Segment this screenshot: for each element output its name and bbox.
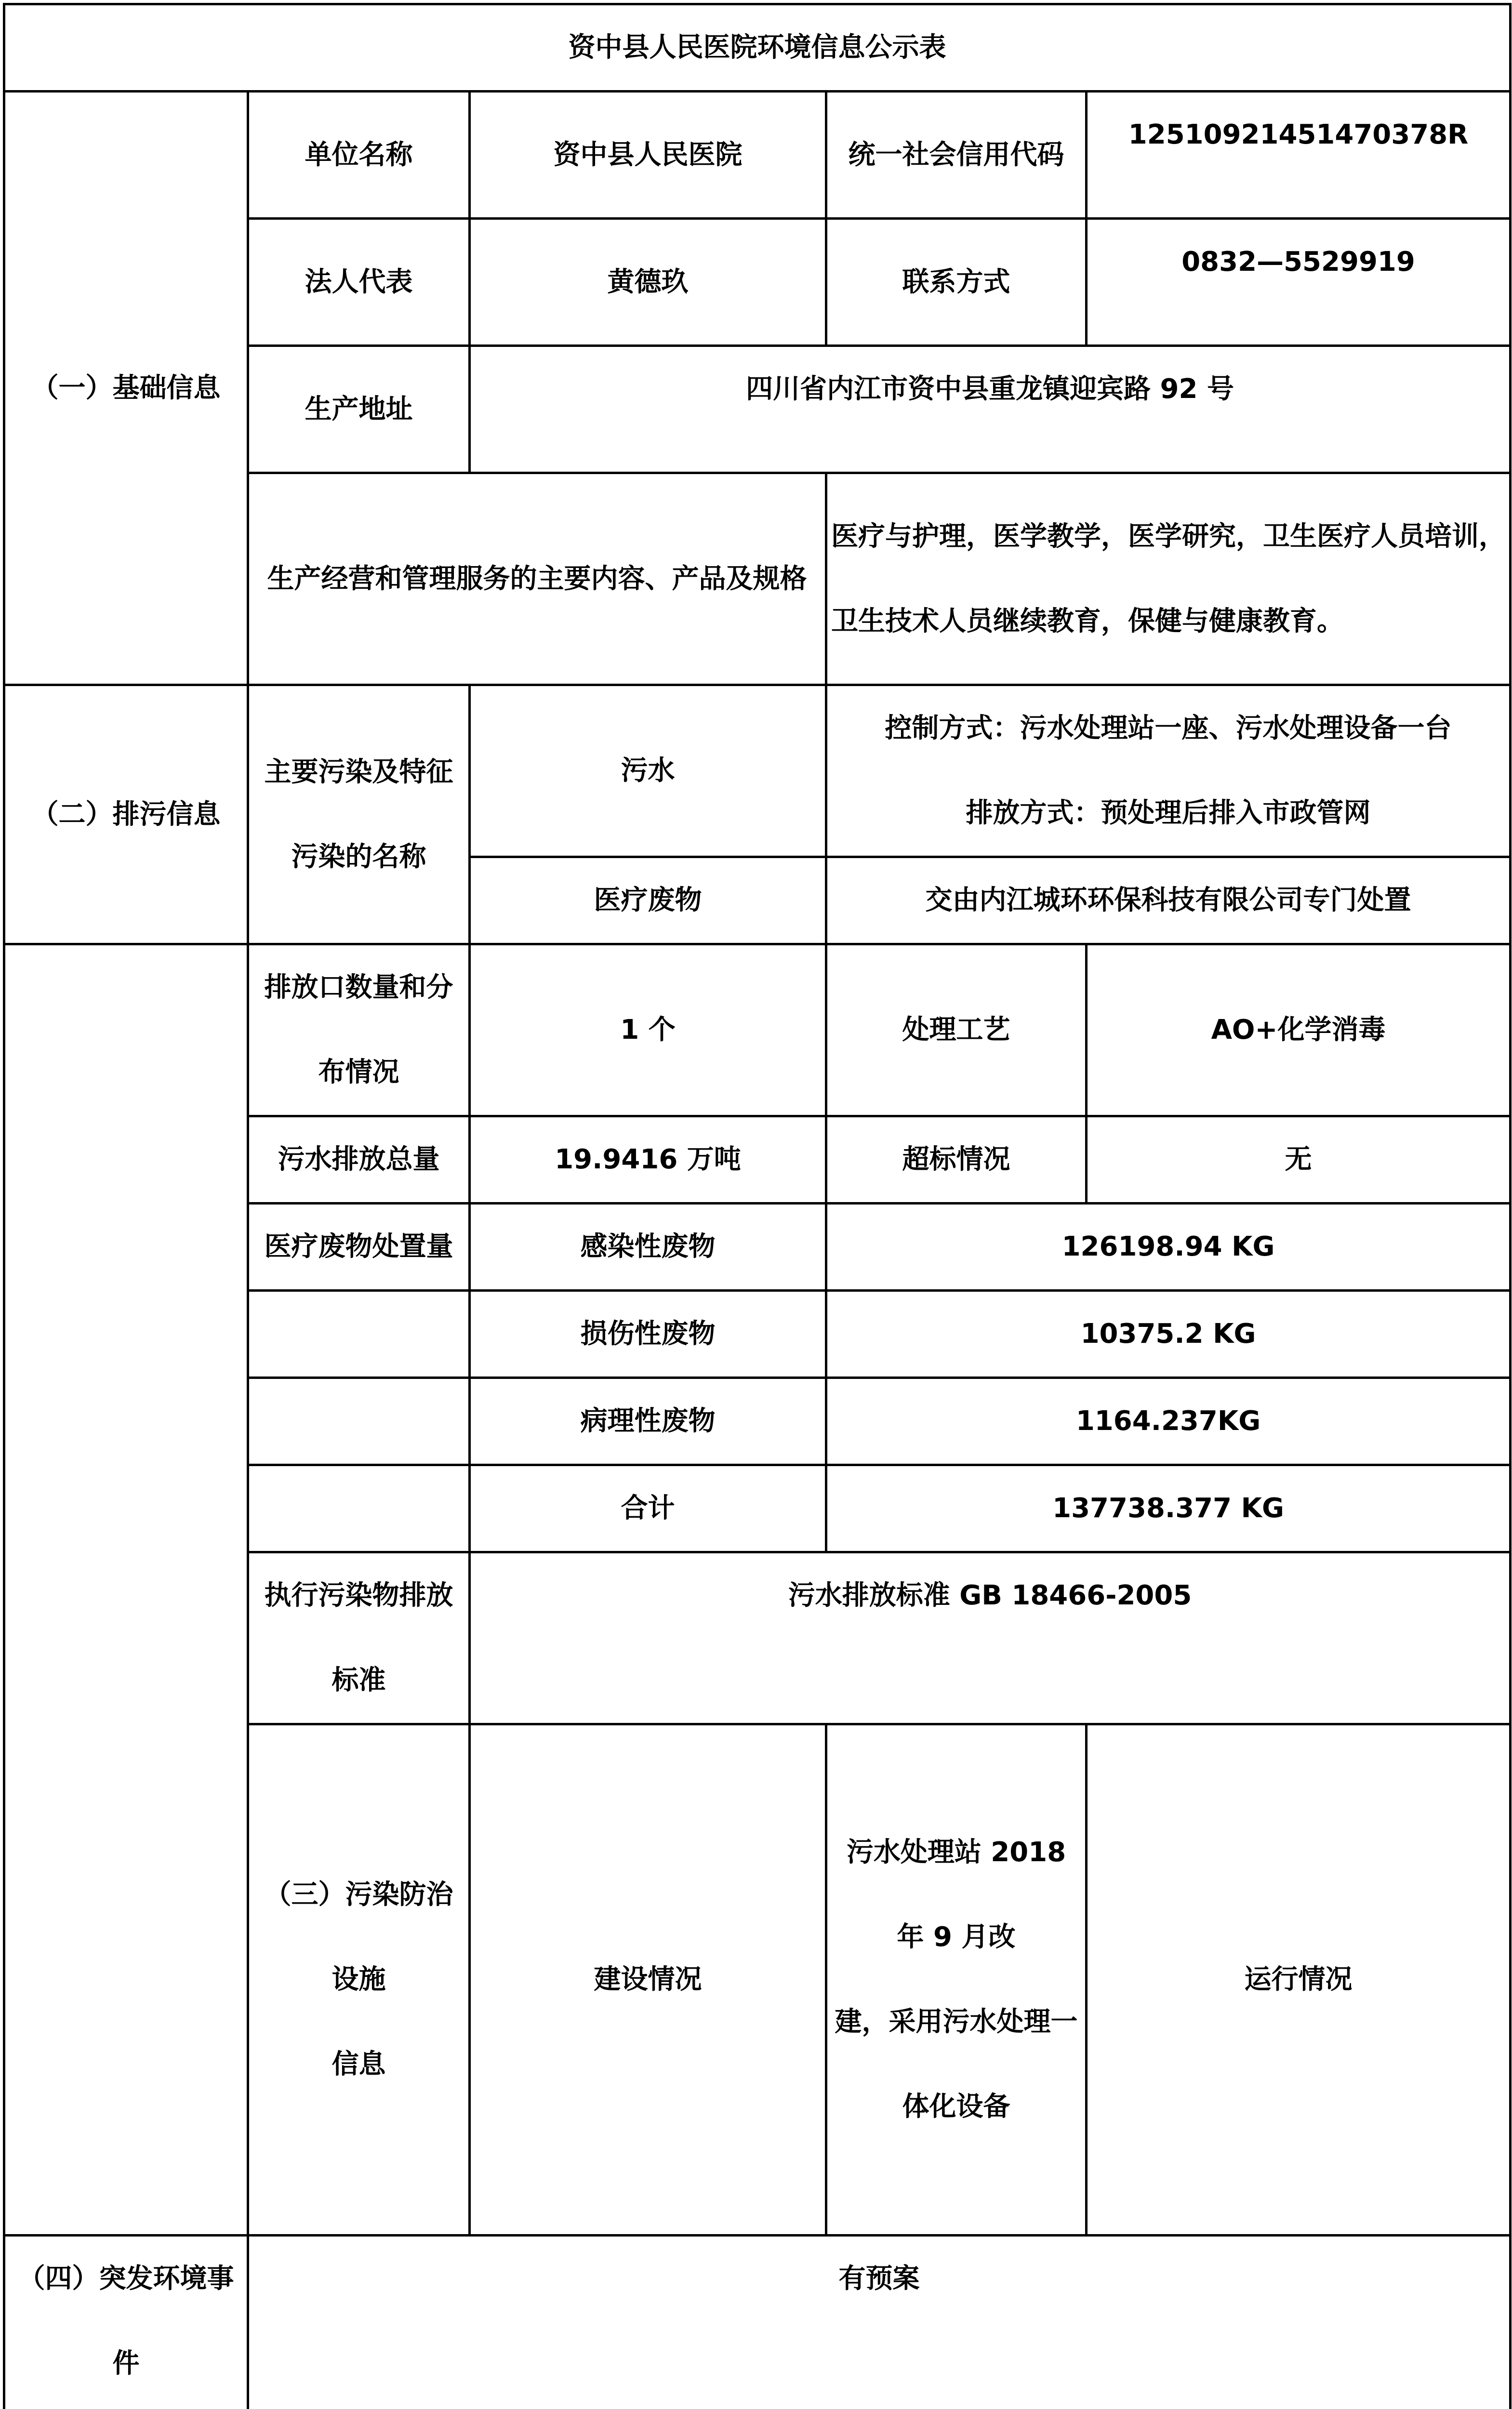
sewage-control: 控制方式：污水处理站一座、污水处理设备一台 — [830, 686, 1506, 771]
build-label: 建设情况 — [470, 1724, 826, 2236]
waste-sum-label: 合计 — [470, 1465, 826, 1552]
business-value — [826, 473, 1511, 685]
pollutant-name-label — [248, 685, 470, 944]
blank-cell — [248, 1378, 470, 1465]
blank-cell — [248, 1465, 470, 1552]
emergency-plan-value: 有预案 — [248, 2236, 1511, 2409]
injurious-waste-label: 损伤性废物 — [470, 1291, 826, 1378]
total-sewage-value: 19.9416 万吨 — [470, 1116, 826, 1204]
credit-code-value: 12510921451470378R — [1087, 92, 1511, 219]
standard-label — [248, 1552, 470, 1724]
medical-waste-amount-label: 医疗废物处置量 — [248, 1204, 470, 1291]
facility-section-line-1: （三）污染防治设施 — [252, 1853, 465, 2022]
emergency-section-line-1: （四）突发环境事件 — [8, 2237, 244, 2406]
exceed-value: 无 — [1087, 1116, 1511, 1204]
outlet-label — [248, 944, 470, 1116]
medical-waste-label: 医疗废物 — [470, 857, 826, 944]
injurious-waste-value: 10375.2 KG — [826, 1291, 1511, 1378]
table-title: 资中县人民医院环境信息公示表 — [4, 4, 1511, 92]
business-line-2: 卫生技术人员继续教育，保健与健康教育。 — [831, 579, 1506, 664]
sewage-label: 污水 — [470, 685, 826, 857]
section-basic-info: （一）基础信息 — [4, 92, 248, 685]
exceed-label: 超标情况 — [826, 1116, 1087, 1204]
standard-label-line-2: 标准 — [252, 1638, 465, 1723]
emergency-section-line-2 — [8, 2406, 244, 2409]
sewage-discharge: 排放方式：预处理后排入市政管网 — [830, 771, 1506, 856]
infectious-waste-label: 感染性废物 — [470, 1204, 826, 1291]
build-line-1: 污水处理站 2018 年 9 月改 — [830, 1810, 1082, 1980]
outlet-label-line-1: 排放口数量和分 — [252, 945, 465, 1030]
contact-label: 联系方式 — [826, 219, 1087, 346]
pathological-waste-value: 1164.237KG — [826, 1378, 1511, 1465]
blank-cell — [248, 1291, 470, 1378]
pollutant-label-line-1: 主要污染及特征 — [252, 730, 465, 815]
run-label: 运行情况 — [1087, 1724, 1511, 2236]
section-facility-info — [248, 1724, 470, 2236]
business-line-1: 医疗与护理，医学教学，医学研究，卫生医疗人员培训， — [831, 494, 1506, 579]
medical-waste-handling: 交由内江城环环保科技有限公司专门处置 — [826, 857, 1511, 944]
build-line-2: 建，采用污水处理一体化设备 — [830, 1980, 1082, 2149]
waste-sum-value: 137738.377 KG — [826, 1465, 1511, 1552]
build-value — [826, 1724, 1087, 2236]
pathological-waste-label: 病理性废物 — [470, 1378, 826, 1465]
sewage-handling — [826, 685, 1511, 857]
outlet-count: 1 个 — [470, 944, 826, 1116]
contact-value: 0832—5529919 — [1087, 219, 1511, 346]
unit-name-value: 资中县人民医院 — [470, 92, 826, 219]
business-label: 生产经营和管理服务的主要内容、产品及规格 — [248, 473, 826, 685]
standard-label-line-1: 执行污染物排放 — [252, 1553, 465, 1638]
stats-section-blank — [4, 944, 248, 2236]
standard-value: 污水排放标准 GB 18466-2005 — [470, 1552, 1511, 1724]
process-label: 处理工艺 — [826, 944, 1087, 1116]
address-label: 生产地址 — [248, 346, 470, 473]
credit-code-label: 统一社会信用代码 — [826, 92, 1087, 219]
unit-name-label: 单位名称 — [248, 92, 470, 219]
section-emergency-plan — [4, 2236, 248, 2409]
section-discharge-info: （二）排污信息 — [4, 685, 248, 944]
env-info-table — [3, 3, 1512, 2409]
legal-rep-value: 黄德玖 — [470, 219, 826, 346]
total-sewage-label: 污水排放总量 — [248, 1116, 470, 1204]
pollutant-label-line-2: 污染的名称 — [252, 815, 465, 900]
facility-section-line-2: 信息 — [252, 2022, 465, 2107]
legal-rep-label: 法人代表 — [248, 219, 470, 346]
infectious-waste-value: 126198.94 KG — [826, 1204, 1511, 1291]
outlet-label-line-2: 布情况 — [252, 1030, 465, 1115]
process-value: AO+化学消毒 — [1087, 944, 1511, 1116]
address-value: 四川省内江市资中县重龙镇迎宾路 92 号 — [470, 346, 1511, 473]
